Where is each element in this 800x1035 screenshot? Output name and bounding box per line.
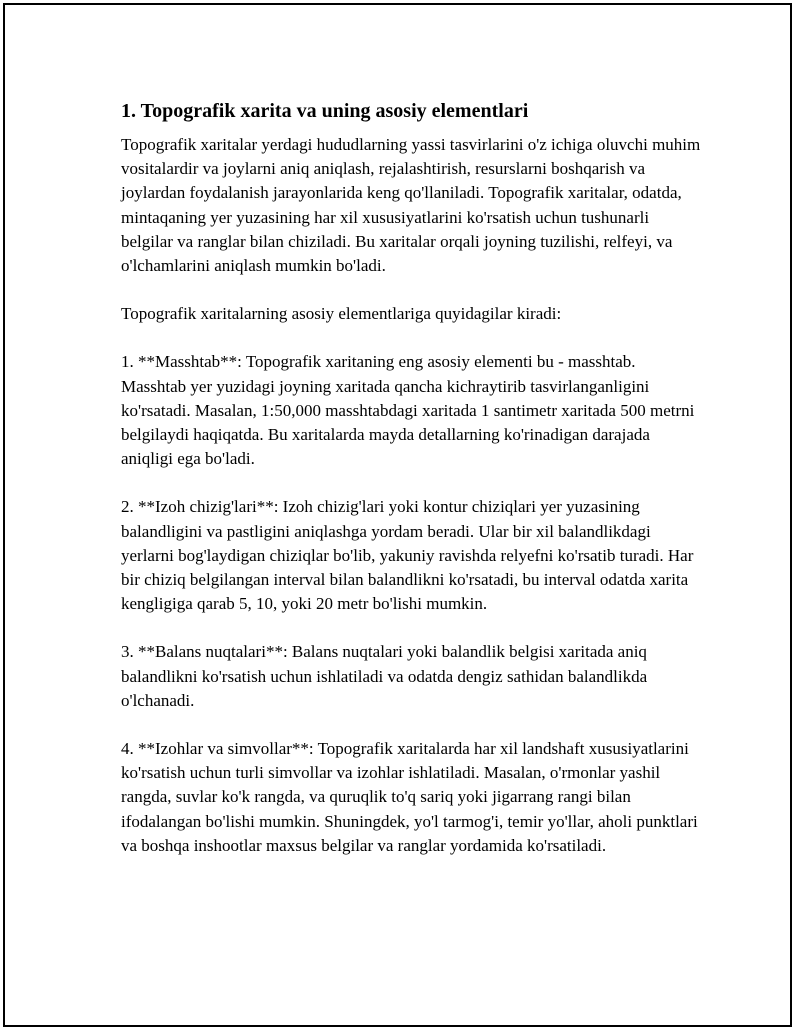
- intro-paragraph: Topografik xaritalar yerdagi hududlarning yassi tasvirlarini o'z ichiga oluvchi muhim vositalardir va joylarni aniq aniqlash, rejalashtirish, resurslarni boshqarish va joylardan foydalanish jarayonlarida keng qo'llaniladi. Topografik xaritalar, odatda, mintaqaning yer yuzasining har xil xususiyatlarini ko'rsatish uchun tushunarli belgilar va ranglar bilan chiziladi. Bu xaritalar orqali joyning tuzilishi, relfeyi, va o'lchamlarini aniqlash mumkin bo'ladi.: [121, 135, 701, 276]
- izohlar-simvollar-paragraph: 4. **Izohlar va simvollar**: Topografik xaritalarda har xil landshaft xususiyatlarini ko'rsatish uchun turli simvollar va izohlar ishlatiladi. Masalan, o'rmonlar yashil rangda, suvlar ko'k rangda, va quruqlik to'q sariq yoki jigarrang rangi bilan ifodalangan bo'lishi mumkin. Shuningdek, yo'l tarmog'i, temir yo'llar, aholi punktlari va boshqa inshootlar maxsus belgilar va ranglar yordamida ko'rsatiladi.: [121, 739, 698, 855]
- page-title: 1. Topografik xarita va uning asosiy elementlari: [121, 100, 529, 122]
- page-frame: [3, 3, 792, 1027]
- elements-intro-paragraph: Topografik xaritalarning asosiy elementlariga quyidagilar kiradi:: [121, 304, 562, 324]
- balans-nuqtalari-paragraph: 3. **Balans nuqtalari**: Balans nuqtalari yoki balandlik belgisi xaritada aniq balandlikni ko'rsatish uchun ishlatiladi va odatda dengiz sathidan balandlikda o'lchanadi.: [121, 642, 648, 710]
- izoh-chiziqlari-paragraph: 2. **Izoh chizig'lari**: Izoh chizig'lari yoki kontur chiziqlari yer yuzasining balandligini va pastligini aniqlashga yordam beradi. Ular bir xil balandlikdagi yerlarni bog'laydigan chiziqlar bo'lib, yakuniy ravishda relyefni ko'rsatib turadi. Har bir chiziq belgilangan interval bilan balandlikni ko'rsatadi, bu interval odatda xarita kengligiga qarab 5, 10, yoki 20 metr bo'lishi mumkin.: [121, 497, 694, 614]
- document-content: [121, 97, 701, 858]
- masshtab-paragraph: 1. **Masshtab**: Topografik xaritaning eng asosiy elementi bu - masshtab. Masshtab yer yuzidagi joyning xaritada qancha kichraytirib tasvirlanganligini ko'rsatadi. Masalan, 1:50,000 masshtabdagi xaritada 1 santimetr xaritada 500 metrni belgilaydi haqiqatda. Bu xaritalarda mayda detallarning ko'rinadigan darajada aniqligi ega bo'ladi.: [121, 352, 695, 469]
